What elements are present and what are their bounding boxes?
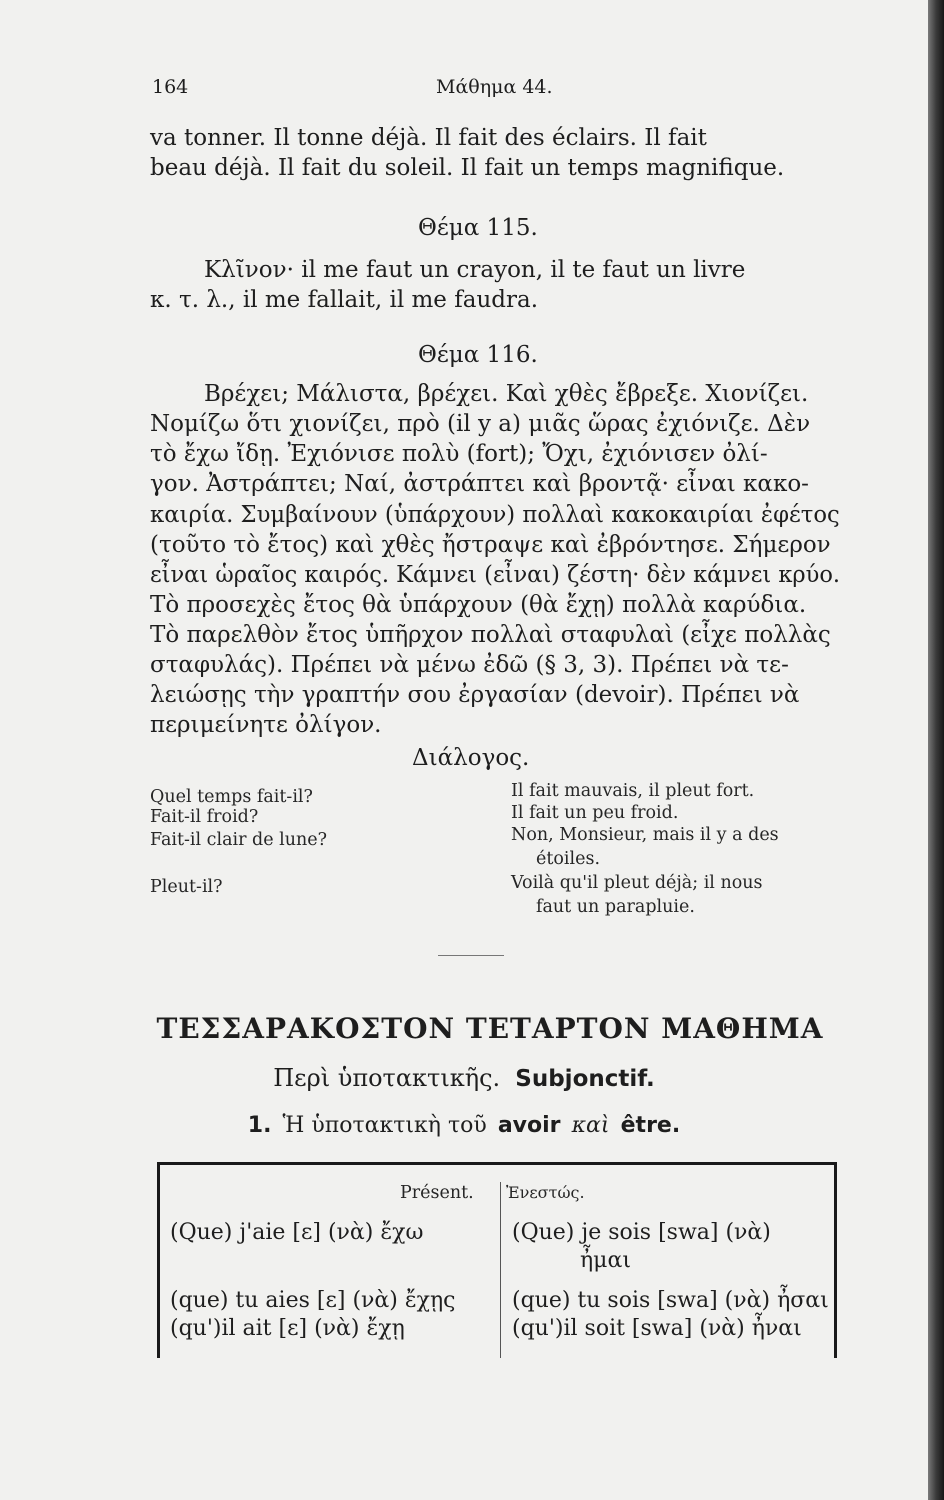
text-line: Τὸ προσεχὲς ἔτος θὰ ὑπάρχουν (θὰ ἔχῃ) πολλὰ καρύδια.: [150, 592, 807, 618]
text-line: καιρία. Συμβαίνουν (ὑπάρχουν) πολλαὶ κακοκαιρίαι ἐφέτος: [150, 502, 840, 528]
dialogue-answer: Il fait un peu froid.: [511, 803, 679, 823]
section-etre: être.: [620, 1113, 681, 1138]
dialogue-question: Fait-il froid?: [150, 807, 259, 827]
lesson-subtitle: [0, 1064, 928, 1092]
text-line: κ. τ. λ., il me fallait, il me faudra.: [150, 287, 539, 313]
running-title: Μάθημα 44.: [436, 76, 553, 98]
table-row-left: (qu')il ait [ε] (νὰ) ἔχῃ: [170, 1316, 405, 1341]
dialogue-question: Pleut-il?: [150, 877, 223, 897]
section-heading: Θέμα 116.: [418, 342, 538, 368]
section-heading: Θέμα 115.: [418, 215, 538, 241]
text-line: Νομίζω ὅτι χιονίζει, πρὸ (il y a) μιᾶς ὥρας ἐχιόνιζε. Δὲν: [150, 411, 811, 437]
table-row-left: (que) tu aies [ε] (νὰ) ἔχῃς: [170, 1288, 456, 1313]
table-row-right: (que) tu sois [swa] (νὰ) ἦσαι: [512, 1288, 829, 1313]
section-kai: καὶ: [571, 1113, 610, 1138]
table-left-rule: [157, 1162, 160, 1358]
text-line: (τοῦτο τὸ ἔτος) καὶ χθὲς ἤστραψε καὶ ἐβρόντησε. Σήμερον: [150, 532, 831, 558]
page-edge-shadow: [928, 0, 944, 1500]
section-greek: Ἡ ὑποτακτικὴ τοῦ: [282, 1113, 487, 1138]
separator-line: [438, 955, 504, 956]
table-divider: [500, 1182, 501, 1358]
subtitle-french: Subjonctif.: [515, 1066, 655, 1092]
lesson-title: ΤΕΣΣΑΡΑΚΟΣΤΟΝ ΤΕΤΑΡΤΟΝ ΜΑΘΗΜΑ: [156, 1012, 824, 1045]
text-line: Βρέχει; Μάλιστα, βρέχει. Καὶ χθὲς ἔβρεξε. Χιονίζει.: [204, 381, 809, 407]
table-top-rule: [157, 1162, 837, 1165]
dialogue-answer: Voilà qu'il pleut déjà; il nous: [511, 873, 763, 893]
section-avoir: avoir: [497, 1113, 561, 1138]
text-line: εἶναι ὡραῖος καιρός. Κάμνει (εἶναι) ζέστη· δὲν κάμνει κρύο.: [150, 562, 841, 588]
table-row-right: (qu')il soit [swa] (νὰ) ἦναι: [512, 1316, 802, 1341]
table-right-rule: [834, 1162, 837, 1358]
table-header-left: Présent.: [400, 1183, 474, 1203]
subtitle-greek: Περὶ ὑποτακτικῆς.: [273, 1064, 501, 1092]
text-line: περιμείνητε ὀλίγον.: [150, 712, 382, 738]
dialogue-heading: Διάλογος.: [412, 745, 530, 771]
table-row-right: ἦμαι: [580, 1248, 631, 1273]
dialogue-answer: Il fait mauvais, il pleut fort.: [511, 781, 755, 801]
section-number: 1.: [247, 1113, 272, 1138]
text-line: Κλῖνον· il me faut un crayon, il te faut un livre: [204, 257, 746, 283]
section-title: [0, 1113, 928, 1138]
table-row-right: (Que) je sois [swa] (νὰ): [512, 1220, 771, 1245]
text-line: beau déjà. Il fait du soleil. Il fait un temps magnifique.: [150, 155, 785, 181]
dialogue-question: Fait-il clair de lune?: [150, 830, 328, 850]
dialogue-answer: étoiles.: [536, 849, 601, 869]
dialogue-question: Quel temps fait-il?: [150, 787, 313, 807]
dialogue-answer: faut un parapluie.: [536, 897, 695, 917]
table-row-left: (Que) j'aie [ε] (νὰ) ἔχω: [170, 1220, 424, 1245]
text-line: τὸ ἔχω ἴδῃ. Ἐχιόνισε πολὺ (fort); Ὄχι, ἐχιόνισεν ὀλί-: [150, 441, 768, 467]
dialogue-answer: Non, Monsieur, mais il y a des: [511, 825, 779, 845]
table-header-right: Ἐνεστώς.: [506, 1183, 585, 1202]
text-line: λειώσῃς τὴν γραπτήν σου ἐργασίαν (devoir). Πρέπει νὰ: [150, 682, 800, 708]
text-line: σταφυλάς). Πρέπει νὰ μένω ἐδῶ (§ 3, 3). Πρέπει νὰ τε-: [150, 652, 789, 678]
page-number: 164: [152, 76, 189, 98]
text-line: Τὸ παρελθὸν ἔτος ὑπῆρχον πολλαὶ σταφυλαὶ (εἶχε πολλὰς: [150, 622, 831, 648]
text-line: γον. Ἀστράπτει; Ναί, ἀστράπτει καὶ βροντᾷ· εἶναι κακο-: [150, 471, 809, 497]
text-line: va tonner. Il tonne déjà. Il fait des éclairs. Il fait: [150, 125, 707, 151]
